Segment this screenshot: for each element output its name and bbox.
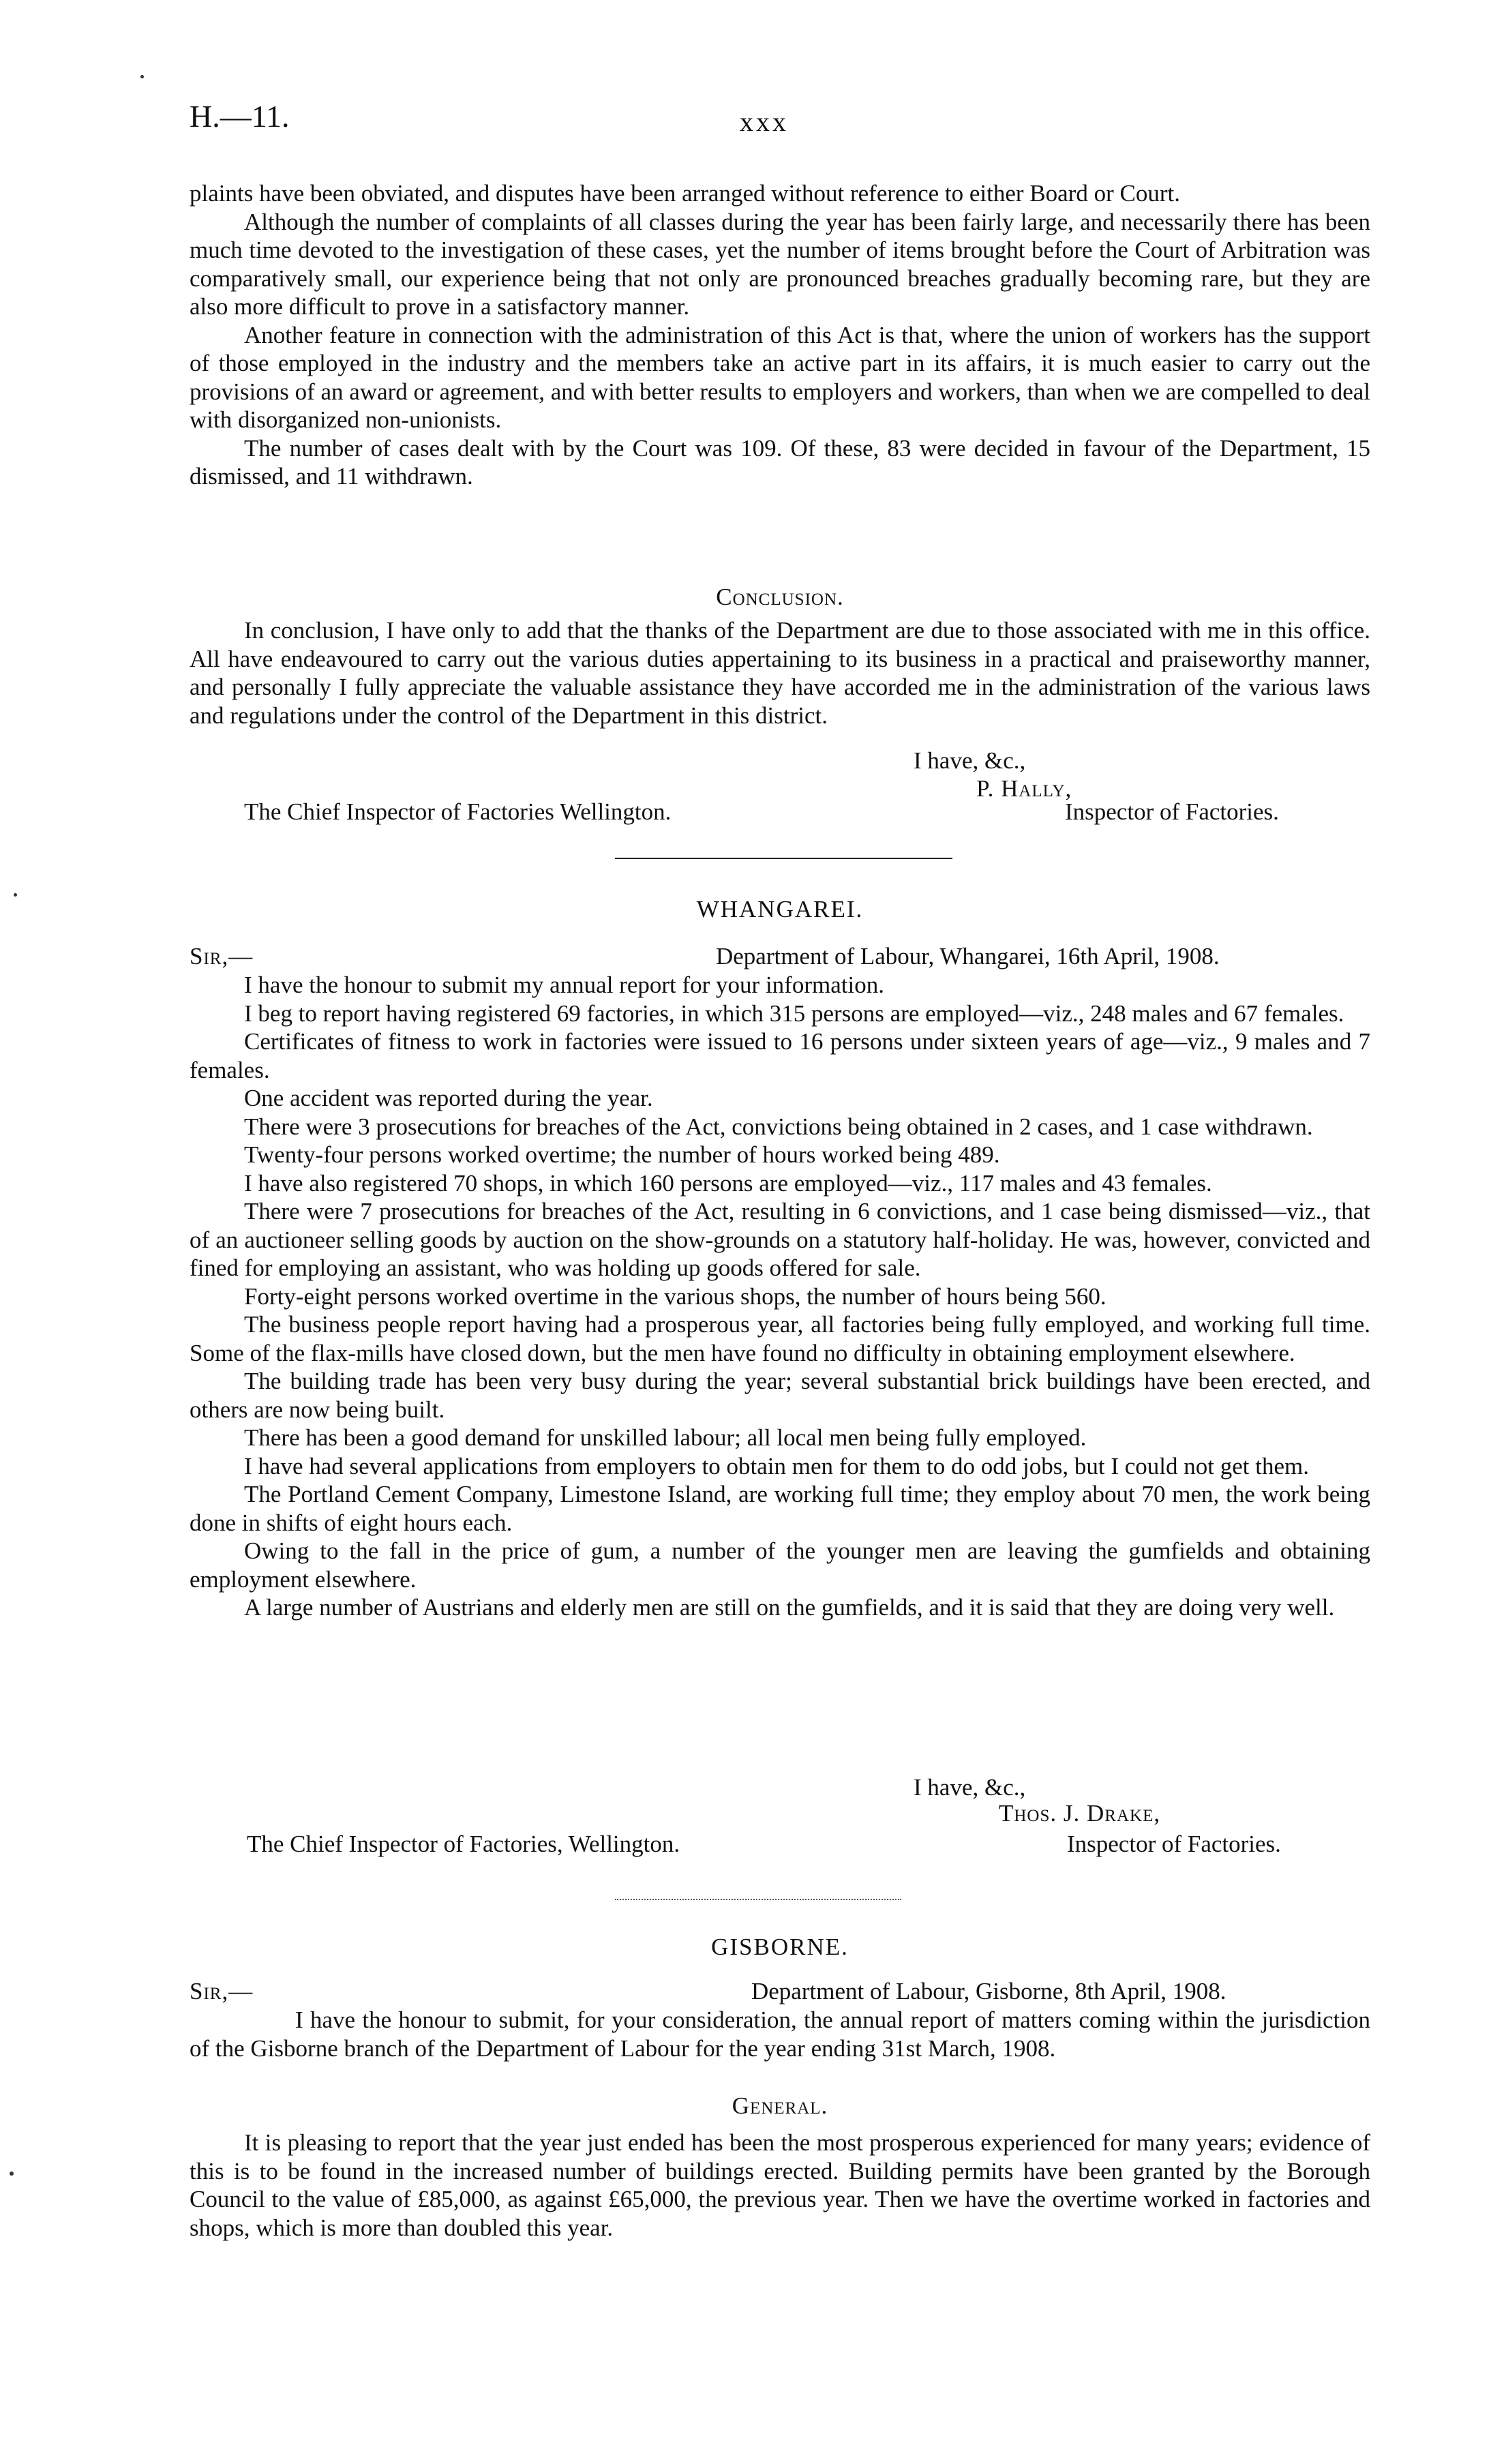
body-paragraph: I beg to report having registered 69 factories, in which 315 persons are employed—viz., 248 males and 67 females.: [244, 1000, 1344, 1027]
signatory-title: Inspector of Factories.: [1065, 798, 1279, 825]
section-heading-whangarei: WHANGAREI.: [696, 896, 864, 922]
closing-phrase: I have, &c.,: [914, 747, 1026, 774]
scan-speck: [10, 2172, 14, 2176]
scan-speck: [140, 75, 144, 78]
section-heading-gisborne: GISBORNE.: [711, 1934, 849, 1960]
document-code: H.—11.: [190, 99, 290, 134]
dateline: Department of Labour, Gisborne, 8th April, 1908.: [751, 1978, 1226, 2004]
body-paragraph: Another feature in connection with the administration of this Act is that, where the union of workers has the support of those employed in the industry and the members take an active part in its affairs, it is much easier to carry out the provisions of an award or agreement, and with better results to employers and workers, than when we are compelled to deal with disorganized non-unionists.: [190, 321, 1370, 433]
body-paragraph: The business people report having had a prosperous year, all factories being fully employed, and working full time. Some of the flax-mills have closed down, but the men have found no difficulty in obtaining employment elsewhere.: [190, 1311, 1370, 1366]
conclusion-paragraph: In conclusion, I have only to add that the thanks of the Department are due to those associated with me in this office. All have endeavoured to carry out the various duties appertaining to its business in a practical and praiseworthy manner, and personally I fully appreciate the valuable assistance they have accorded me in the administration of the various laws and regulations under the control of the Department in this district.: [190, 617, 1370, 729]
body-paragraph: The Portland Cement Company, Limestone Island, are working full time; they employ about 70 men, the work being done in shifts of eight hours each.: [190, 1481, 1370, 1536]
body-paragraph: Certificates of fitness to work in factories were issued to 16 persons under sixteen years of age—viz., 9 males and 7 females.: [190, 1028, 1370, 1083]
body-paragraph: I have the honour to submit, for your consideration, the annual report of matters coming within the jurisdiction of the Gisborne branch of the Department of Labour for the year ending 31st March, 1908.: [190, 2007, 1370, 2062]
section-divider: [615, 1899, 901, 1900]
body-paragraph: I have the honour to submit my annual report for your information.: [244, 972, 884, 998]
signatory-name: Thos. J. Drake,: [999, 1800, 1161, 1827]
closing-phrase: I have, &c.,: [914, 1774, 1026, 1801]
scan-speck: [14, 893, 17, 897]
body-paragraph: I have had several applications from employers to obtain men for them to do odd jobs, but I could not get them.: [244, 1452, 1309, 1479]
body-paragraph: There were 7 prosecutions for breaches of the Act, resulting in 6 convictions, and 1 case being dismissed—viz., that of an auctioneer selling goods by auction on the show-grounds on a statutory half-holiday. He was, however, convicted and fined for employing an assistant, who was holding up goods offered for sale.: [190, 1198, 1370, 1281]
section-divider: [615, 858, 952, 859]
gisborne-intro: [190, 2006, 1370, 2062]
signatory-title: Inspector of Factories.: [1067, 1831, 1281, 1857]
addressee: The Chief Inspector of Factories, Wellington.: [247, 1831, 680, 1857]
whangarei-body: [190, 971, 1370, 1622]
general-heading: General.: [732, 2092, 828, 2119]
body-paragraph: Forty-eight persons worked overtime in the various shops, the number of hours being 560.: [244, 1282, 1106, 1310]
body-paragraph: I have also registered 70 shops, in which 160 persons are employed—viz., 117 males and 43 females.: [244, 1169, 1212, 1197]
signatory-name: P. Hally,: [976, 775, 1072, 802]
continued-paragraph: plaints have been obviated, and disputes have been arranged without reference to either Board or Court.: [190, 180, 1180, 207]
body-paragraph: A large number of Austrians and elderly men are still on the gumfields, and it is said that they are doing very well.: [244, 1594, 1335, 1621]
salutation: Sir,—: [190, 1978, 254, 2004]
body-paragraph: Twenty-four persons worked overtime; the number of hours worked being 489.: [244, 1141, 1000, 1168]
body-paragraph: Although the number of complaints of all classes during the year has been fairly large, and necessarily there has been much time devoted to the investigation of these cases, yet the number of items brought before the Court of Arbitration was comparatively small, our experience being that not only are pronounced breaches gradually becoming rare, but they are also more difficult to prove in a satisfactory manner.: [190, 208, 1370, 320]
conclusion-heading: Conclusion.: [716, 584, 844, 610]
page-number: xxx: [740, 106, 789, 137]
body-paragraph: Owing to the fall in the price of gum, a number of the younger men are leaving the gumfields and obtaining employment elsewhere.: [190, 1537, 1370, 1593]
body-paragraph: There has been a good demand for unskilled labour; all local men being fully employed.: [244, 1424, 1087, 1451]
body-paragraph: The number of cases dealt with by the Court was 109. Of these, 83 were decided in favour of the Department, 15 dismissed, and 11 withdrawn.: [190, 434, 1370, 490]
body-paragraph: One accident was reported during the year.: [244, 1085, 653, 1111]
dateline: Department of Labour, Whangarei, 16th April, 1908.: [716, 943, 1220, 970]
conclusion-section: [190, 616, 1370, 730]
gisborne-general: [190, 2129, 1370, 2242]
body-paragraph: There were 3 prosecutions for breaches of the Act, convictions being obtained in 2 cases, and 1 case withdrawn.: [244, 1113, 1313, 1140]
intro-section: [190, 179, 1370, 491]
body-paragraph: The building trade has been very busy during the year; several substantial brick buildings have been erected, and others are now being built.: [190, 1368, 1370, 1423]
body-paragraph: It is pleasing to report that the year just ended has been the most prosperous experienced for many years; evidence of this is to be found in the increased number of buildings erected. Building permits have been granted by the Borough Council to the value of £85,000, as against £65,000, the previous year. Then we have the overtime worked in factories and shops, which is more than doubled this year.: [190, 2129, 1370, 2241]
salutation: Sir,—: [190, 943, 254, 970]
addressee: The Chief Inspector of Factories Wellington.: [244, 798, 672, 825]
